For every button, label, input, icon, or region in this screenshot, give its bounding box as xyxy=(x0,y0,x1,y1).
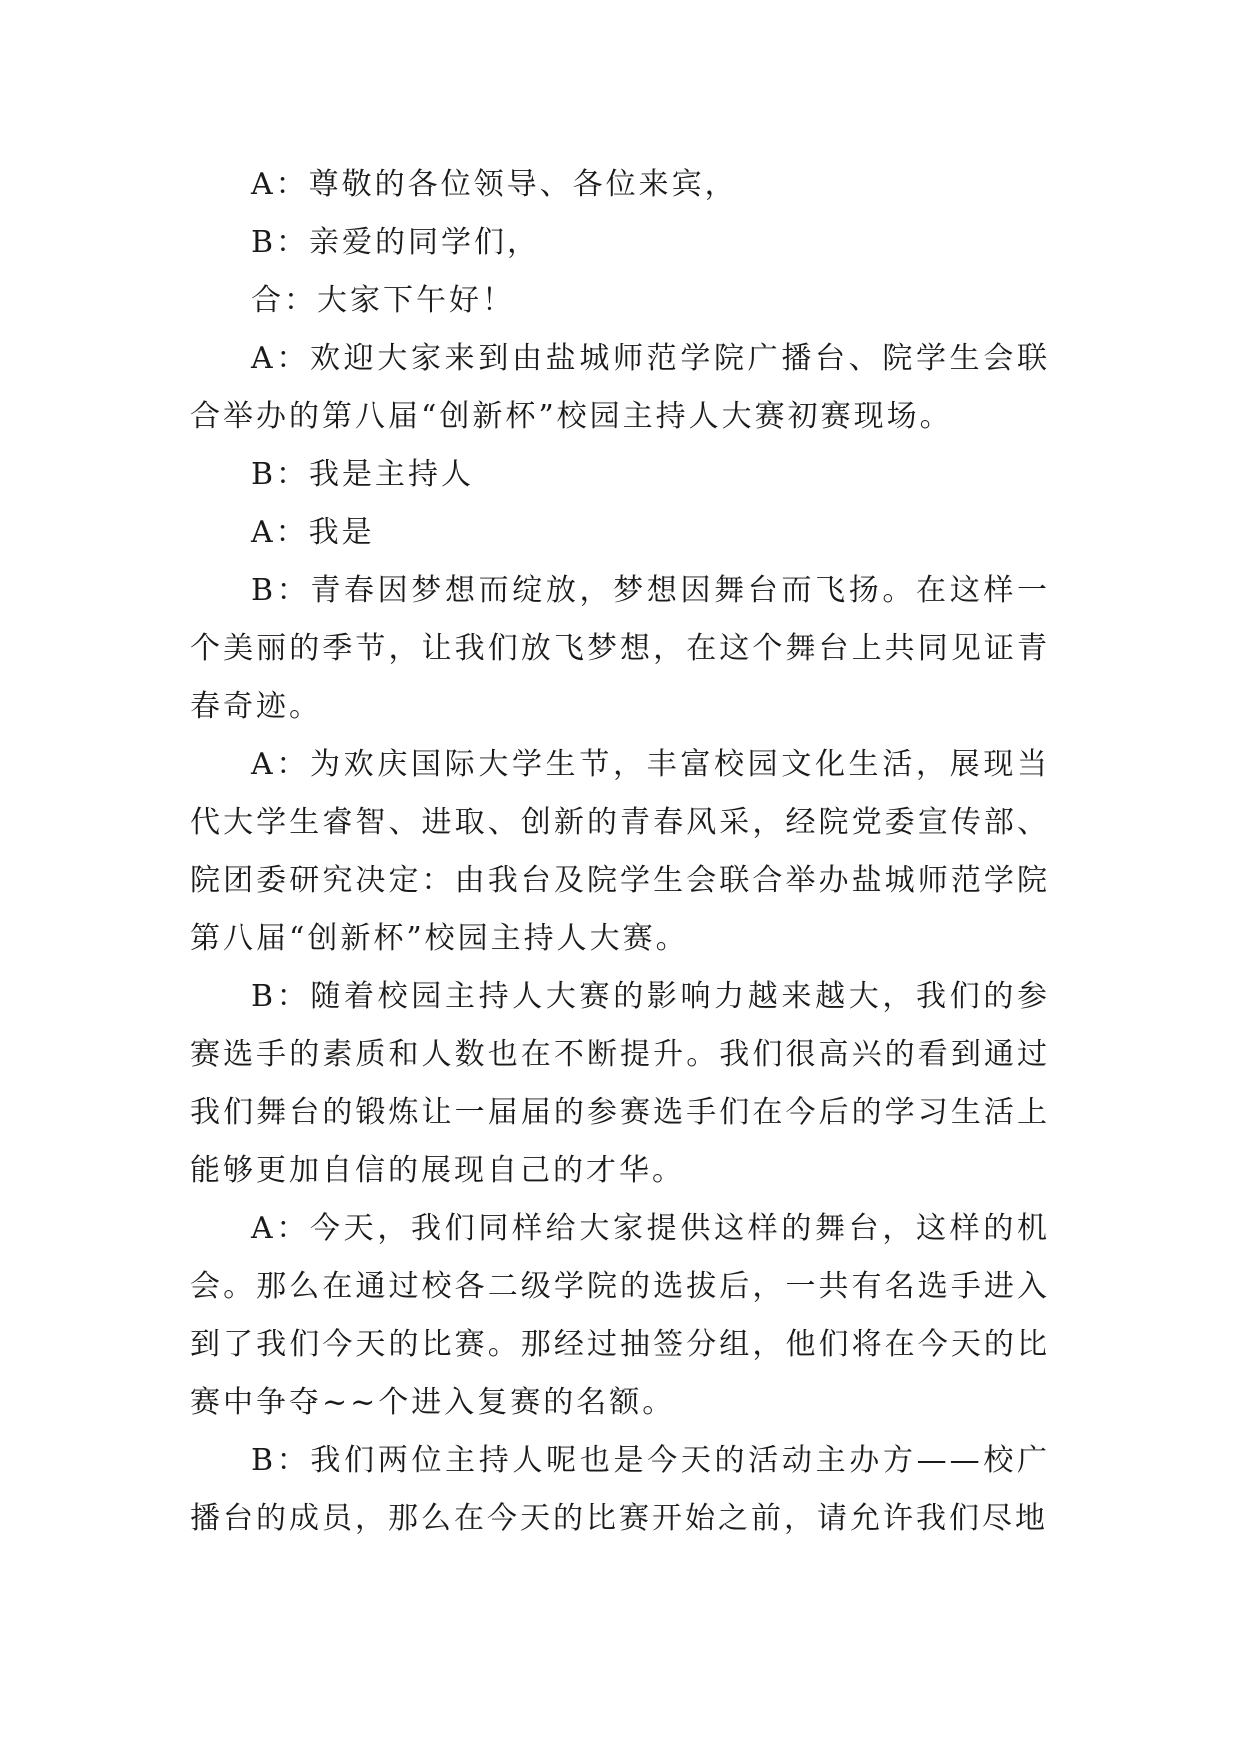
paragraph-greeting-together: 合：大家下午好！ xyxy=(251,283,515,318)
paragraph-event-purpose: A：为欢庆国际大学生节，丰富校园文化生活，展现当代大学生睿智、进取、创新的青春风采，经院党委宣传部、院团委研究决定：由我台及院学生会联合举办盐城师范学院第八届“创新杯”校园主持人大赛。 xyxy=(190,747,1050,956)
paragraph-greeting-leaders: A：尊敬的各位领导、各位来宾， xyxy=(251,167,738,202)
document-body xyxy=(190,156,1050,1548)
paragraph-host-b-intro: B：我是主持人 xyxy=(251,457,475,492)
paragraph-host-a-intro: A：我是 xyxy=(251,515,375,550)
paragraph-greeting-students: B：亲爱的同学们， xyxy=(251,225,541,260)
paragraph-welcome: A：欢迎大家来到由盐城师范学院广播台、院学生会联合举办的第八届“创新杯”校园主持人大赛初赛现场。 xyxy=(190,341,1050,434)
paragraph-competition-details: A：今天，我们同样给大家提供这样的舞台，这样的机会。那么在通过校各二级学院的选拔后，一共有名选手进入到了我们今天的比赛。那经过抽签分组，他们将在今天的比赛中争夺~~个进入复赛的名额。 xyxy=(190,1211,1050,1420)
paragraph-influence: B：随着校园主持人大赛的影响力越来越大，我们的参赛选手的素质和人数也在不断提升。我们很高兴的看到通过我们舞台的锻炼让一届届的参赛选手们在今后的学习生活上能够更加自信的展现自己的才华。 xyxy=(190,979,1050,1188)
paragraph-hosts-organizers: B：我们两位主持人呢也是今天的活动主办方——校广播台的成员，那么在今天的比赛开始之前，请允许我们尽地 xyxy=(190,1443,1050,1536)
paragraph-youth-dream: B：青春因梦想而绽放，梦想因舞台而飞扬。在这样一个美丽的季节，让我们放飞梦想，在这个舞台上共同见证青春奇迹。 xyxy=(190,573,1050,724)
